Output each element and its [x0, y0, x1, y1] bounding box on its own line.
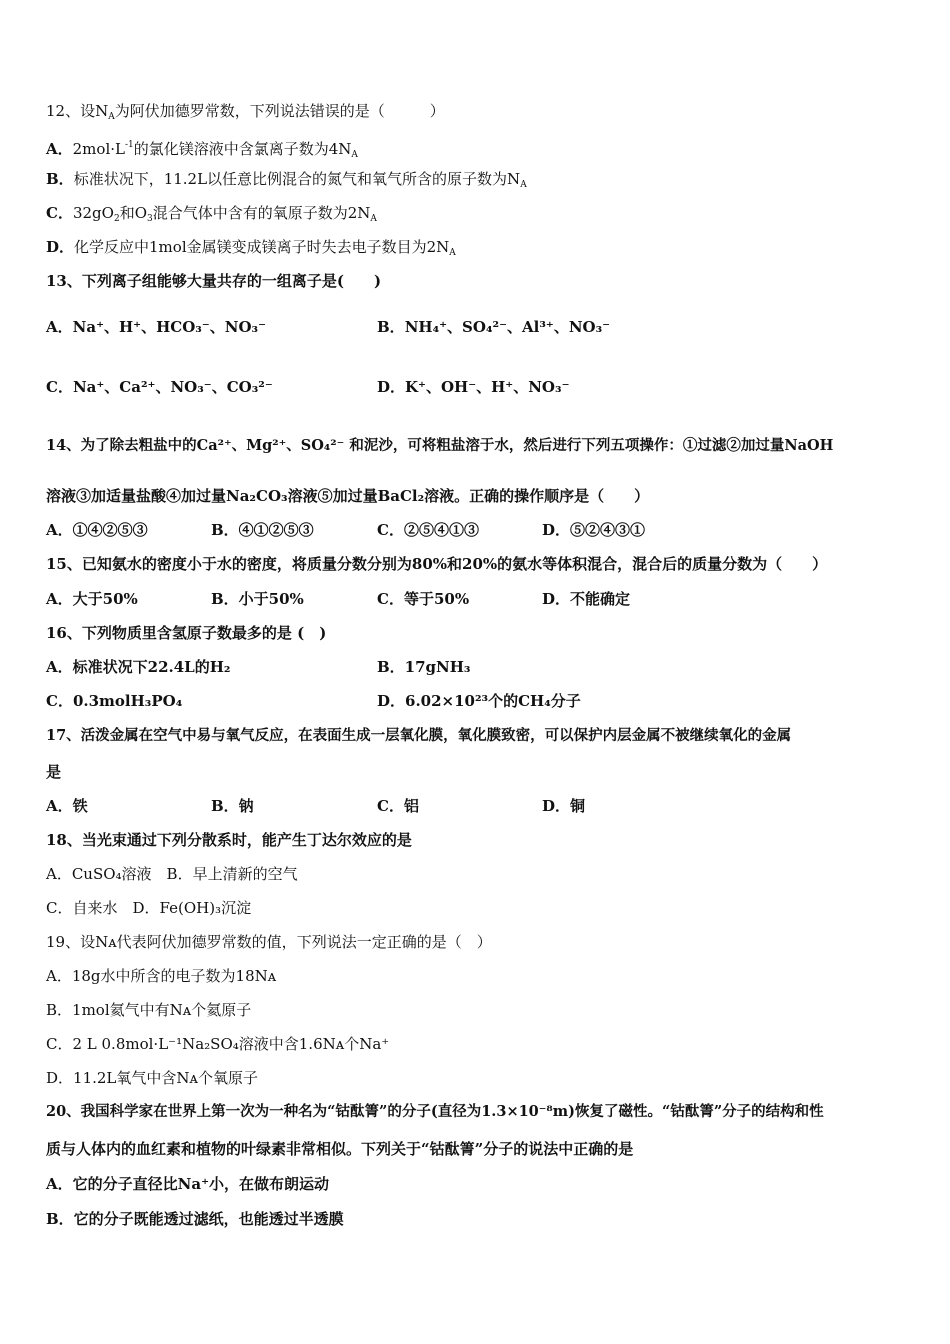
q15-option-a: A．大于50%: [46, 590, 138, 608]
q14-option-c: C．②⑤④①③: [377, 521, 479, 539]
q17-stem-line1: 17、活泼金属在空气中易与氧气反应，在表面生成一层氧化膜，氧化膜致密，可以保护内层金属不被继续氧化的金属: [46, 727, 792, 744]
option-label: C．: [46, 378, 73, 396]
q14-option-d: D．⑤②④③①: [542, 521, 646, 539]
option-label: C．: [46, 204, 73, 222]
q15-option-b: B．小于50%: [211, 590, 304, 608]
q12-stem-rest: 为阿伏加德罗常数，下列说法错误的是（ ）: [114, 102, 445, 120]
option-text: 标准状况下，11.2L以任意比例混合的氮气和氧气所含的原子数为N: [73, 170, 521, 188]
q16-stem: 16、下列物质里含氢原子数最多的是 ( ): [46, 624, 327, 642]
q12-stem-text: 12、设N: [46, 102, 109, 120]
q17-option-a: A．铁: [46, 797, 88, 815]
subscript: A: [449, 248, 456, 258]
q20-option-a: A．它的分子直径比Na⁺小，在做布朗运动: [46, 1175, 329, 1193]
q12-option-b: [46, 169, 527, 195]
q16-option-d: D．6.02×10²³个的CH₄分子: [377, 692, 581, 710]
option-text: 化学反应中1mol金属镁变成镁离子时失去电子数目为2N: [74, 238, 450, 256]
q17-option-c: C．铝: [377, 797, 419, 815]
q19-option-c: C．2 L 0.8mol·L⁻¹Na₂SO₄溶液中含1.6Nᴀ个Na⁺: [46, 1035, 390, 1053]
option-text: K⁺、OH⁻、H⁺、NO₃⁻: [405, 378, 570, 396]
option-text: 和O: [119, 204, 147, 222]
subscript: A: [370, 214, 377, 224]
q19-option-a: A．18g水中所含的电子数为18Nᴀ: [46, 967, 277, 985]
q17-option-d: D．铜: [542, 797, 586, 815]
option-label: D．: [46, 238, 75, 256]
option-label: B．: [377, 318, 405, 336]
option-text: 32gO: [72, 204, 114, 222]
q14-stem-line1: 14、为了除去粗盐中的Ca²⁺、Mg²⁺、SO₄²⁻ 和泥沙，可将粗盐溶于水，然后进行下列五项操作：①过滤②加过量NaOH: [46, 437, 834, 454]
subscript: 3: [147, 214, 153, 224]
option-label: D．: [377, 378, 406, 396]
q18-options-ab: A．CuSO₄溶液 B．早上清新的空气: [46, 865, 298, 883]
q13-option-a: [46, 317, 266, 337]
option-text: 的氯化镁溶液中含氯离子数为4N: [133, 140, 352, 158]
q13-option-c: [46, 377, 273, 397]
q13-option-b: [377, 317, 610, 337]
q19-option-d: D．11.2L氧气中含Nᴀ个氧原子: [46, 1069, 258, 1087]
option-label: A．: [46, 318, 73, 336]
q12-stem: [46, 101, 445, 127]
q18-options-cd: C．自来水 D．Fe(OH)₃沉淀: [46, 899, 252, 917]
q15-option-d: D．不能确定: [542, 590, 631, 608]
q12-option-a: [46, 135, 358, 165]
q19-option-b: B．1mol氦气中有Nᴀ个氦原子: [46, 1001, 252, 1019]
subscript: A: [520, 180, 527, 190]
q12-option-d: [46, 237, 456, 263]
q12-stem-sub: A: [108, 112, 115, 122]
q16-option-b: B．17gNH₃: [377, 658, 471, 676]
option-text: Na⁺、Ca²⁺、NO₃⁻、CO₃²⁻: [72, 378, 273, 396]
subscript: A: [351, 150, 358, 160]
q12-option-c: [46, 203, 377, 229]
q16-option-c: C．0.3molH₃PO₄: [46, 692, 183, 710]
option-text: 混合气体中含有的氧原子数为2N: [152, 204, 371, 222]
q13-option-d: [377, 377, 569, 397]
q18-stem: 18、当光束通过下列分散系时，能产生丁达尔效应的是: [46, 831, 412, 849]
q20-option-b: B．它的分子既能透过滤纸，也能透过半透膜: [46, 1210, 344, 1228]
q14-stem-line2: 溶液③加适量盐酸④加过量Na₂CO₃溶液⑤加过量BaCl₂溶液。正确的操作顺序是（ ）: [46, 487, 650, 505]
option-text: 2mol·L: [72, 140, 125, 158]
q13-stem: 13、下列离子组能够大量共存的一组离子是( ): [46, 272, 382, 290]
option-label: B．: [46, 170, 74, 188]
q20-stem-line1: 20、我国科学家在世界上第一次为一种名为“钴酞箐”的分子(直径为1.3×10⁻⁸m)恢复了磁性。“钴酞箐”分子的结构和性: [46, 1103, 824, 1120]
q15-stem: 15、已知氨水的密度小于水的密度，将质量分数分别为80%和20%的氨水等体积混合，混合后的质量分数为（ ）: [46, 555, 828, 573]
option-text: Na⁺、H⁺、HCO₃⁻、NO₃⁻: [72, 318, 267, 336]
superscript: -1: [124, 140, 134, 150]
q17-stem-line2: 是: [46, 763, 62, 781]
q16-option-a: A．标准状况下22.4L的H₂: [46, 658, 231, 676]
q20-stem-line2: 质与人体内的血红素和植物的叶绿素非常相似。下列关于“钴酞箐”分子的说法中正确的是: [46, 1140, 634, 1158]
option-text: NH₄⁺、SO₄²⁻、Al³⁺、NO₃⁻: [404, 318, 611, 336]
subscript: 2: [113, 214, 120, 224]
q17-option-b: B．钠: [211, 797, 254, 815]
q19-stem: 19、设Nᴀ代表阿伏加德罗常数的值，下列说法一定正确的是（ ）: [46, 933, 492, 951]
option-label: A．: [46, 140, 73, 158]
q14-option-b: B．④①②⑤③: [211, 521, 314, 539]
q14-option-a: A．①④②⑤③: [46, 521, 148, 539]
q15-option-c: C．等于50%: [377, 590, 470, 608]
